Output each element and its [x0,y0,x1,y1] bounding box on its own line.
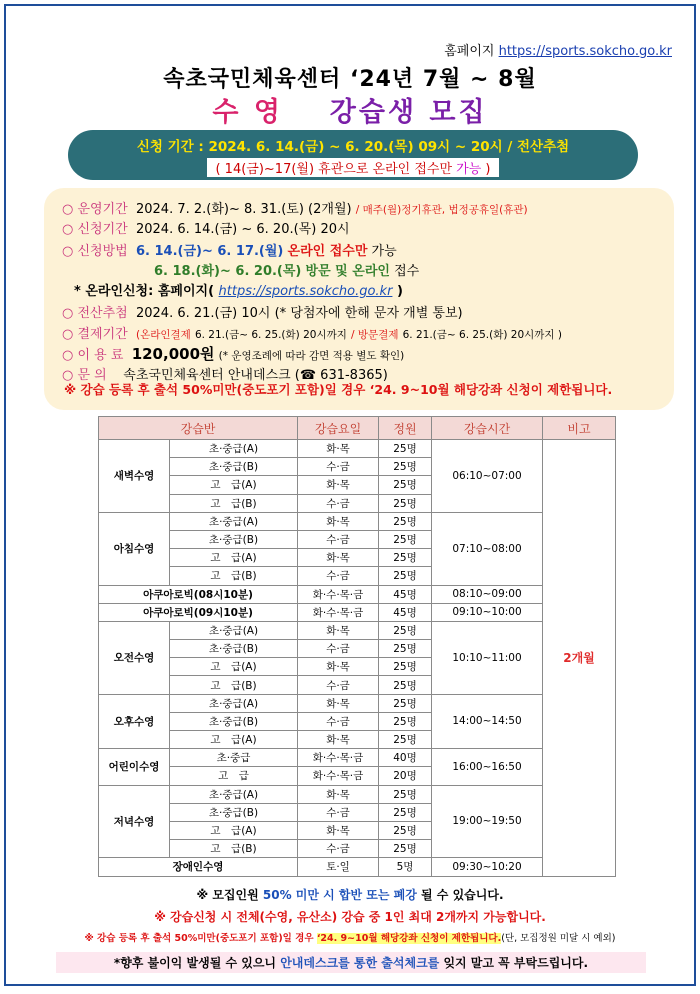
class-days: 화·수·목·금 [298,603,379,621]
info-payment [62,323,562,342]
draw-value: 2024. 6. 21.(금) 10시 (* 당첨자에 한해 문자 개별 통보) [135,306,463,321]
online-label: * 온라인신청: 홈페이지( [74,284,215,299]
header-days: 강습요일 [298,417,379,440]
info-operation [62,198,528,217]
op-label: ○ 운영기간 [62,202,128,217]
fee-label: ○ 이 용 료 [62,348,124,363]
class-level: 초·중급(A) [170,512,298,530]
class-level: 고 급(A) [170,549,298,567]
class-days: 화·수·목·금 [298,749,379,767]
class-days: 화·수·목·금 [298,767,379,785]
fee-value: 120,000원 [131,345,215,363]
title-line1: 속초국민체육센터 ‘24년 7월 ~ 8월 [163,67,537,92]
f4-a: *향후 불이익 발생될 수 있으니 [113,956,281,970]
online-link[interactable]: https://sports.sokcho.go.kr [218,284,393,299]
method2-end: 접수 [394,264,420,279]
class-group-name: 어린이수영 [99,749,170,785]
homepage-label: 홈페이지 [444,44,495,59]
class-capacity: 25명 [379,803,432,821]
pay-visit-date: 6. 21.(금~ 6. 25.(화) 20시까지 ) [402,329,563,341]
class-time: 09:10~10:00 [432,603,543,621]
op-value: 2024. 7. 2.(화)~ 8. 31.(토) (2개월) [135,202,352,217]
note-duration: 2개월 [543,440,616,877]
pay-online-label: (온라인결제 [135,329,191,341]
info-draw [62,302,463,321]
apply-label: ○ 신청기간 [62,222,128,237]
class-capacity: 20명 [379,767,432,785]
class-capacity: 25명 [379,567,432,585]
info-method2 [154,260,419,279]
class-group-name: 저녁수영 [99,785,170,858]
class-capacity: 25명 [379,549,432,567]
class-days: 수·금 [298,640,379,658]
class-days: 화·목 [298,731,379,749]
method2-mid: 방문 및 온라인 [305,264,390,279]
class-level: 초·중급(B) [170,803,298,821]
title-swim: 수 영 [212,97,283,128]
op-note: / 매주(월)정기휴관, 법정공휴일(휴관) [355,204,528,216]
class-time: 19:00~19:50 [432,785,543,858]
f1-b: 50% 미만 시 합반 또는 폐강 [262,888,417,902]
info-method1 [62,240,397,259]
banner-note [207,158,498,177]
class-days: 수·금 [298,712,379,730]
header-class: 강습반 [99,417,298,440]
class-capacity: 25명 [379,658,432,676]
class-time: 09:30~10:20 [432,858,543,876]
class-group-name: 아침수영 [99,512,170,585]
method1-date: 6. 14.(금)~ 6. 17.(월) [135,244,284,259]
fee-note: (* 운영조례에 따라 감면 적용 별도 확인) [218,350,405,362]
class-days: 화·목 [298,821,379,839]
class-days: 수·금 [298,494,379,512]
table-row [99,585,616,603]
f1-c: 될 수 있습니다. [421,888,504,902]
class-days: 수·금 [298,530,379,548]
class-capacity: 25명 [379,676,432,694]
class-capacity: 45명 [379,603,432,621]
f4-b: 안내데스크를 통한 출석체크를 [280,956,440,970]
class-capacity: 25명 [379,785,432,803]
class-days: 수·금 [298,458,379,476]
class-capacity: 25명 [379,458,432,476]
table-row [99,603,616,621]
class-single-name: 아쿠아로빅(09시10분) [99,603,298,621]
footer-attendance-note [6,930,694,944]
method2-date: 6. 18.(화)~ 6. 20.(목) [154,264,302,279]
notice-page [4,4,696,986]
class-capacity: 45명 [379,585,432,603]
class-level: 고 급(B) [170,567,298,585]
method1-end: 가능 [371,244,397,259]
class-level: 초·중급(B) [170,712,298,730]
header-note: 비고 [543,417,616,440]
class-level: 고 급(A) [170,731,298,749]
class-capacity: 25명 [379,712,432,730]
f1-a: ※ 모집인원 [196,888,259,902]
class-days: 화·목 [298,549,379,567]
table-row [99,694,616,712]
class-time: 14:00~14:50 [432,694,543,749]
class-level: 초·중급(A) [170,621,298,639]
method-label: ○ 신청방법 [62,244,128,259]
class-level: 고 급(A) [170,476,298,494]
class-level: 고 급(B) [170,840,298,858]
banner-note-b: 가능 [456,162,482,177]
method1-mid: 온라인 접수만 [287,244,368,259]
class-level: 고 급(B) [170,676,298,694]
class-capacity: 25명 [379,640,432,658]
class-capacity: 25명 [379,731,432,749]
class-level: 고 급 [170,767,298,785]
class-capacity: 25명 [379,530,432,548]
contact-label: ○ 문 의 [62,368,107,383]
class-days: 화·목 [298,785,379,803]
class-days: 수·금 [298,567,379,585]
class-days: 화·목 [298,476,379,494]
table-row [99,749,616,767]
draw-label: ○ 전산추첨 [62,306,128,321]
class-time: 16:00~16:50 [432,749,543,785]
class-time: 08:10~09:00 [432,585,543,603]
class-level: 고 급(B) [170,494,298,512]
class-level: 초·중급 [170,749,298,767]
table-row [99,858,616,876]
class-level: 고 급(A) [170,658,298,676]
class-time: 06:10~07:00 [432,440,543,513]
class-level: 초·중급(A) [170,694,298,712]
class-single-name: 아쿠아로빅(08시10분) [99,585,298,603]
schedule-table [98,416,616,877]
header-capacity: 정원 [379,417,432,440]
class-days: 화·목 [298,512,379,530]
title-line2 [6,90,694,129]
footer-merge-note [6,886,694,903]
class-level: 초·중급(B) [170,530,298,548]
class-time: 10:10~11:00 [432,621,543,694]
class-level: 초·중급(B) [170,458,298,476]
table-row [99,512,616,530]
class-group-name: 오전수영 [99,621,170,694]
class-level: 초·중급(A) [170,785,298,803]
class-days: 수·금 [298,676,379,694]
f4-c: 잊지 말고 꼭 부탁드립니다. [439,956,589,970]
info-box [44,188,674,410]
class-time: 07:10~08:00 [432,512,543,585]
banner-note-a: ( 14(금)~17(월) 휴관으로 온라인 접수만 [215,162,457,177]
f3-b: ‘24. 9~10월 해당강좌 신청이 제한됩니다. [316,933,502,944]
pay-label: ○ 결제기간 [62,327,128,342]
table-row [99,440,616,458]
footer-limit-note: ※ 강습신청 시 전체(수영, 유산소) 강습 중 1인 최대 2개까지 가능합니다. [154,910,546,924]
online-end: ) [396,284,403,299]
title-recruit: 강습생 모집 [329,97,488,128]
class-days: 화·수·목·금 [298,585,379,603]
class-capacity: 25명 [379,440,432,458]
class-capacity: 40명 [379,749,432,767]
class-days: 화·목 [298,694,379,712]
class-days: 토·일 [298,858,379,876]
class-capacity: 25명 [379,476,432,494]
class-days: 화·목 [298,658,379,676]
class-days: 화·목 [298,440,379,458]
info-online [74,280,403,299]
attendance-warning: ※ 강습 등록 후 출석 50%미만(중도포기 포함)일 경우 ‘24. 9~10월 해당강좌 신청이 제한됩니다. [64,382,613,397]
table-row [99,621,616,639]
class-group-name: 새벽수영 [99,440,170,513]
contact-value: 속초국민체육센터 안내데스크 (☎ 631-8365) [123,368,388,383]
class-single-name: 장애인수영 [99,858,298,876]
class-level: 초·중급(B) [170,640,298,658]
class-days: 수·금 [298,803,379,821]
class-capacity: 25명 [379,512,432,530]
pay-visit-label: / 방문결제 [351,329,399,341]
f3-a: ※ 강습 등록 후 출석 50%미만(중도포기 포함)일 경우 [84,933,317,944]
header-time: 강습시간 [432,417,543,440]
table-header-row [99,417,616,440]
banner-note-c: ) [481,162,491,177]
apply-value: 2024. 6. 14.(금) ~ 6. 20.(목) 20시 [135,222,350,237]
info-fee [62,343,404,364]
homepage-line [444,40,672,59]
class-capacity: 5명 [379,858,432,876]
class-capacity: 25명 [379,694,432,712]
f3-c: (단, 모집정원 미달 시 예외) [501,933,616,944]
pay-online-date: 6. 21.(금~ 6. 25.(화) 20시까지 [194,329,347,341]
class-level: 초·중급(A) [170,440,298,458]
class-capacity: 25명 [379,840,432,858]
class-days: 수·금 [298,840,379,858]
class-days: 화·목 [298,621,379,639]
application-period-banner [68,130,638,180]
info-apply [62,218,350,237]
class-capacity: 25명 [379,494,432,512]
class-level: 고 급(A) [170,821,298,839]
table-row [99,785,616,803]
homepage-link[interactable]: https://sports.sokcho.go.kr [498,44,672,59]
footer-checkin-note [56,952,646,973]
class-capacity: 25명 [379,821,432,839]
banner-period: 신청 기간 : 2024. 6. 14.(금) ~ 6. 20.(목) 09시 ~ 20시 / 전산추첨 [136,139,570,155]
class-group-name: 오후수영 [99,694,170,749]
class-capacity: 25명 [379,621,432,639]
